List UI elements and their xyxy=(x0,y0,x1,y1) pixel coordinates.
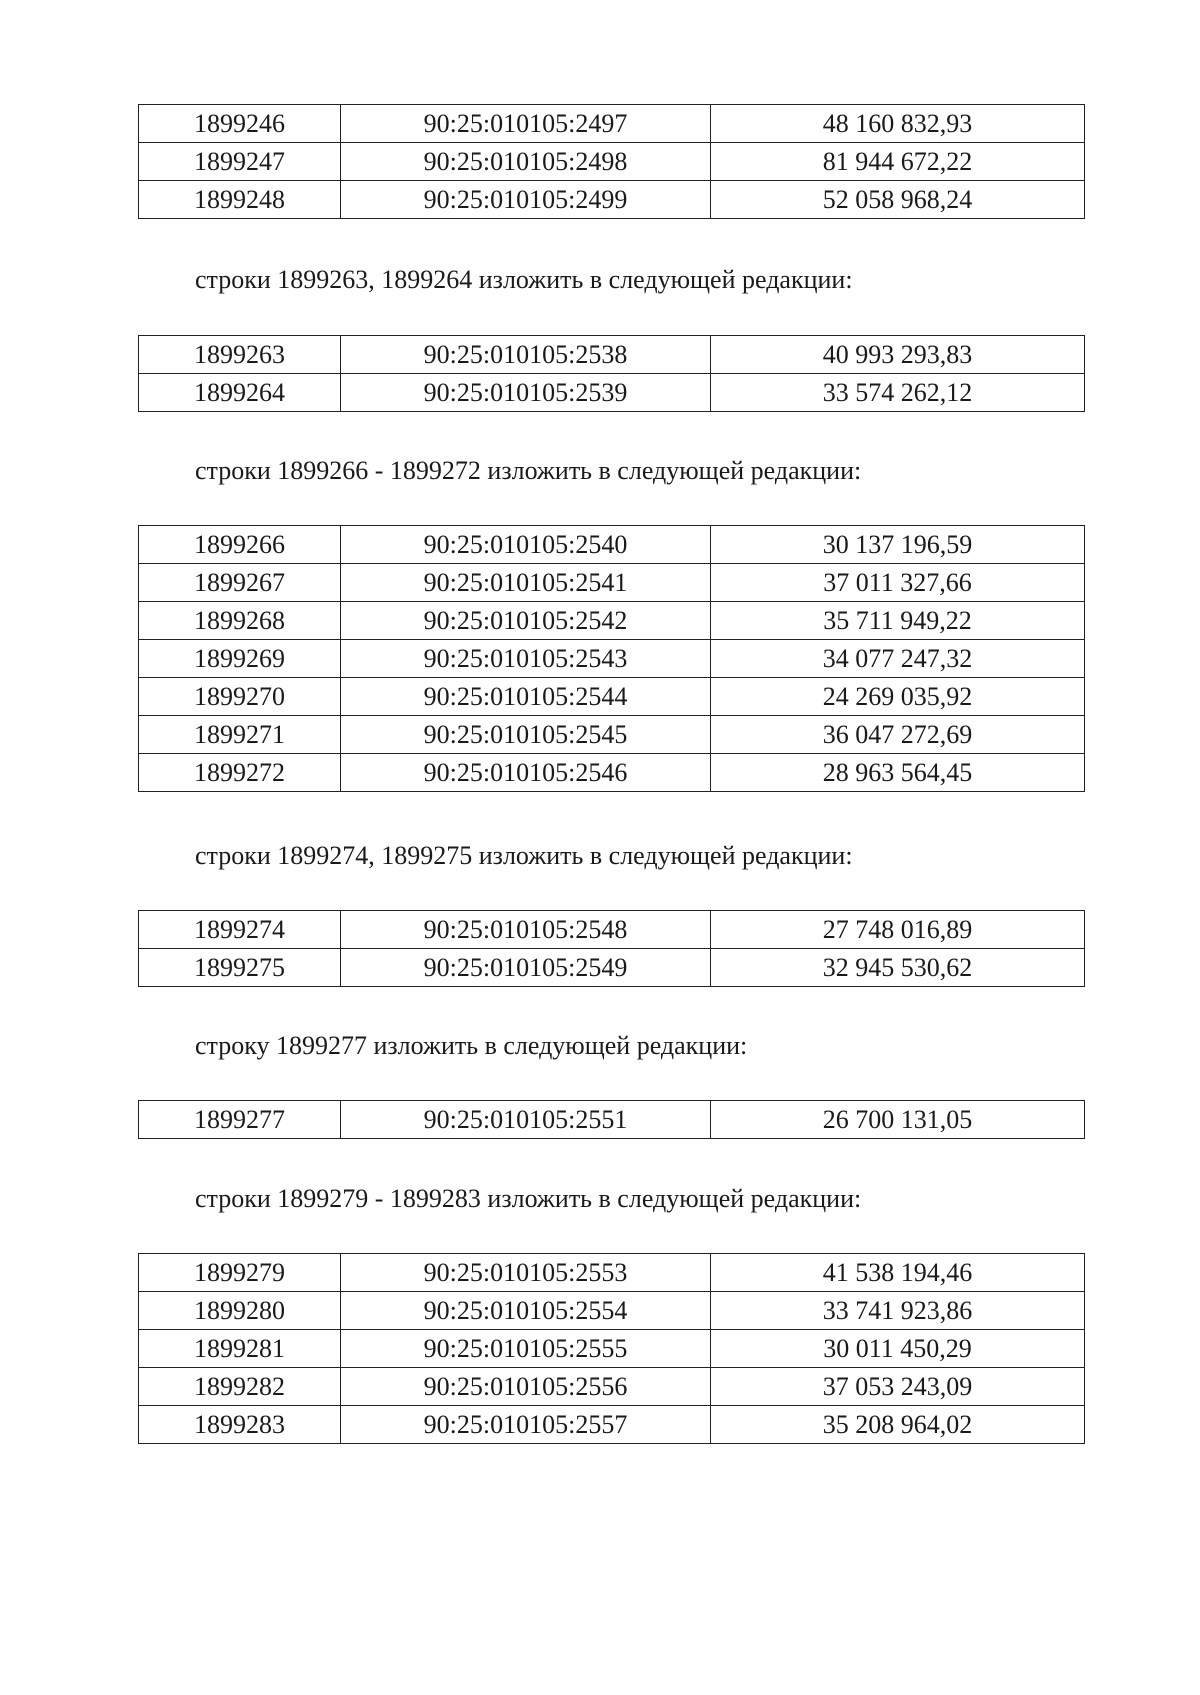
cadastral-table-2 xyxy=(138,335,1085,412)
table-row xyxy=(139,336,1085,374)
row-number-cell: 1899271 xyxy=(139,716,341,754)
cadastral-table-6 xyxy=(138,1253,1085,1444)
table-row xyxy=(139,602,1085,640)
row-number-cell: 1899272 xyxy=(139,754,341,792)
value-cell: 37 053 243,09 xyxy=(711,1368,1085,1406)
value-cell: 30 011 450,29 xyxy=(711,1330,1085,1368)
value-cell: 36 047 272,69 xyxy=(711,716,1085,754)
table-row xyxy=(139,640,1085,678)
value-cell: 28 963 564,45 xyxy=(711,754,1085,792)
value-cell: 24 269 035,92 xyxy=(711,678,1085,716)
value-cell: 81 944 672,22 xyxy=(711,143,1085,181)
row-number-cell: 1899279 xyxy=(139,1254,341,1292)
row-number-cell: 1899275 xyxy=(139,949,341,987)
value-cell: 33 574 262,12 xyxy=(711,374,1085,412)
cadastral-number-cell: 90:25:010105:2551 xyxy=(341,1101,711,1139)
cadastral-number-cell: 90:25:010105:2544 xyxy=(341,678,711,716)
row-number-cell: 1899277 xyxy=(139,1101,341,1139)
table-row xyxy=(139,105,1085,143)
table-row xyxy=(139,1406,1085,1444)
row-number-cell: 1899264 xyxy=(139,374,341,412)
value-cell: 34 077 247,32 xyxy=(711,640,1085,678)
table-row xyxy=(139,716,1085,754)
value-cell: 40 993 293,83 xyxy=(711,336,1085,374)
row-number-cell: 1899274 xyxy=(139,911,341,949)
table-row xyxy=(139,1292,1085,1330)
cadastral-number-cell: 90:25:010105:2543 xyxy=(341,640,711,678)
cadastral-number-cell: 90:25:010105:2540 xyxy=(341,526,711,564)
table-row xyxy=(139,1101,1085,1139)
amendment-caption-5: строки 1899279 - 1899283 изложить в следующей редакции: xyxy=(195,1184,862,1213)
row-number-cell: 1899263 xyxy=(139,336,341,374)
cadastral-number-cell: 90:25:010105:2538 xyxy=(341,336,711,374)
row-number-cell: 1899267 xyxy=(139,564,341,602)
cadastral-number-cell: 90:25:010105:2499 xyxy=(341,181,711,219)
table-row xyxy=(139,564,1085,602)
cadastral-number-cell: 90:25:010105:2553 xyxy=(341,1254,711,1292)
table-row xyxy=(139,374,1085,412)
table-row xyxy=(139,754,1085,792)
cadastral-number-cell: 90:25:010105:2539 xyxy=(341,374,711,412)
cadastral-number-cell: 90:25:010105:2548 xyxy=(341,911,711,949)
cadastral-table-5 xyxy=(138,1100,1085,1139)
cadastral-number-cell: 90:25:010105:2546 xyxy=(341,754,711,792)
cadastral-table-1 xyxy=(138,104,1085,219)
row-number-cell: 1899283 xyxy=(139,1406,341,1444)
value-cell: 27 748 016,89 xyxy=(711,911,1085,949)
row-number-cell: 1899248 xyxy=(139,181,341,219)
value-cell: 35 208 964,02 xyxy=(711,1406,1085,1444)
cadastral-number-cell: 90:25:010105:2542 xyxy=(341,602,711,640)
value-cell: 35 711 949,22 xyxy=(711,602,1085,640)
row-number-cell: 1899246 xyxy=(139,105,341,143)
value-cell: 37 011 327,66 xyxy=(711,564,1085,602)
value-cell: 32 945 530,62 xyxy=(711,949,1085,987)
amendment-caption-4: строку 1899277 изложить в следующей редакции: xyxy=(195,1031,748,1060)
value-cell: 33 741 923,86 xyxy=(711,1292,1085,1330)
amendment-caption-1: строки 1899263, 1899264 изложить в следующей редакции: xyxy=(195,265,853,294)
value-cell: 52 058 968,24 xyxy=(711,181,1085,219)
cadastral-table-3 xyxy=(138,525,1085,792)
amendment-caption-2: строки 1899266 - 1899272 изложить в следующей редакции: xyxy=(195,456,862,485)
cadastral-number-cell: 90:25:010105:2497 xyxy=(341,105,711,143)
cadastral-number-cell: 90:25:010105:2541 xyxy=(341,564,711,602)
row-number-cell: 1899280 xyxy=(139,1292,341,1330)
value-cell: 48 160 832,93 xyxy=(711,105,1085,143)
value-cell: 41 538 194,46 xyxy=(711,1254,1085,1292)
row-number-cell: 1899270 xyxy=(139,678,341,716)
cadastral-number-cell: 90:25:010105:2545 xyxy=(341,716,711,754)
row-number-cell: 1899281 xyxy=(139,1330,341,1368)
value-cell: 30 137 196,59 xyxy=(711,526,1085,564)
cadastral-number-cell: 90:25:010105:2549 xyxy=(341,949,711,987)
row-number-cell: 1899269 xyxy=(139,640,341,678)
table-row xyxy=(139,911,1085,949)
row-number-cell: 1899282 xyxy=(139,1368,341,1406)
cadastral-table-4 xyxy=(138,910,1085,987)
cadastral-number-cell: 90:25:010105:2556 xyxy=(341,1368,711,1406)
cadastral-number-cell: 90:25:010105:2557 xyxy=(341,1406,711,1444)
cadastral-number-cell: 90:25:010105:2554 xyxy=(341,1292,711,1330)
table-row xyxy=(139,1368,1085,1406)
row-number-cell: 1899268 xyxy=(139,602,341,640)
amendment-caption-3: строки 1899274, 1899275 изложить в следующей редакции: xyxy=(195,841,853,870)
table-row xyxy=(139,949,1085,987)
cadastral-number-cell: 90:25:010105:2555 xyxy=(341,1330,711,1368)
table-row xyxy=(139,1254,1085,1292)
table-row xyxy=(139,526,1085,564)
row-number-cell: 1899266 xyxy=(139,526,341,564)
table-row xyxy=(139,678,1085,716)
row-number-cell: 1899247 xyxy=(139,143,341,181)
table-row xyxy=(139,181,1085,219)
table-row xyxy=(139,1330,1085,1368)
value-cell: 26 700 131,05 xyxy=(711,1101,1085,1139)
cadastral-number-cell: 90:25:010105:2498 xyxy=(341,143,711,181)
table-row xyxy=(139,143,1085,181)
